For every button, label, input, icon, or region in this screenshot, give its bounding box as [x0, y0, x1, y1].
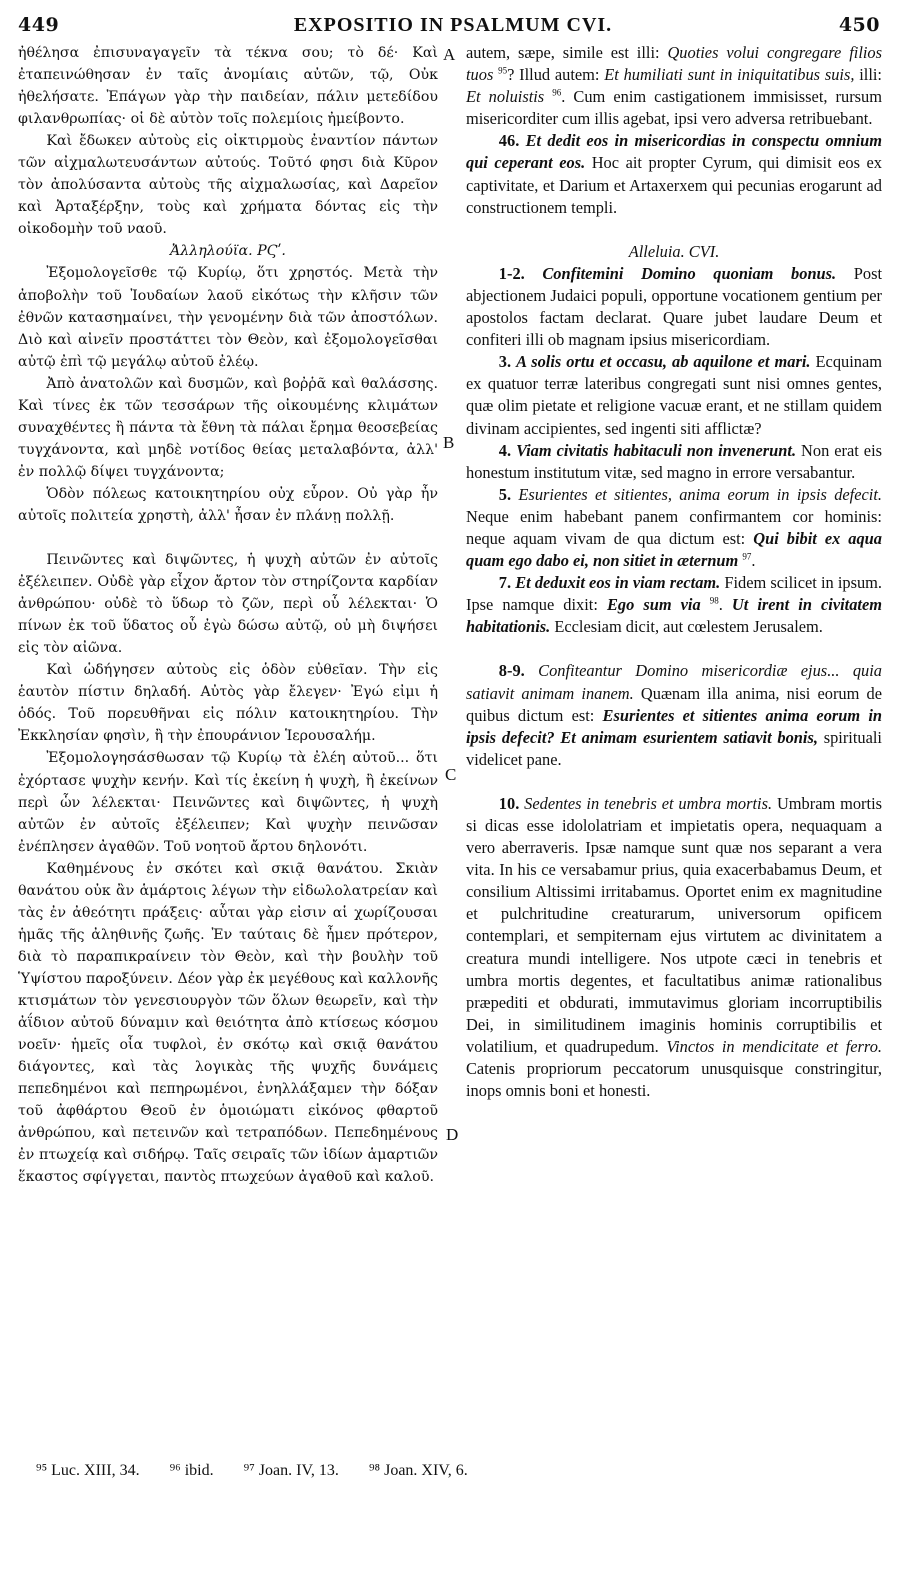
- latin-paragraph-46: 46. Et dedit eos in misericordias in conspectu omnium qui ceperant eos. Hoc ait propter Cyrum, qui dimisit eos ex captivitate, et Darium et Artaxerxem qui pecunias erogarunt ad constructionem templi.: [466, 131, 882, 217]
- latin-paragraph-7: 7. Et deduxit eos in viam rectam. Fidem scilicet in ipsum. Ipse namque dixit: Ego sum via $^{98}$. Ut irent in civitatem habitationis. Ecclesiam dicit, aut cœlestem Jerusalem.: [466, 573, 882, 637]
- footnote-97: ⁹⁷ Joan. IV, 13.: [243, 1462, 339, 1479]
- greek-paragraph-7: Καὶ ὡδήγησεν αὐτοὺς εἰς ὁδὸν εὐθεῖαν. Τὴν εἰς ἑαυτὸν πίστιν δηλαδή. Αὐτὸς γὰρ ἔλεγεν· Ἐγώ εἰμι ἡ ὁδός. Τοῦ πορευθῆναι εἰς πόλιν κατοικητηρίου. Τὴν Ἐκκλησίαν φησὶν, ἢ τὴν ἐπουράνιον Ἱερουσαλήμ.: [18, 662, 438, 745]
- page-number-right: 450: [838, 14, 880, 36]
- margin-marker-d: D: [446, 1125, 459, 1144]
- footnote-95: ⁹⁵ Luc. XIII, 34.: [36, 1462, 140, 1479]
- greek-paragraph-2: Καὶ ἔδωκεν αὐτοὺς εἰς οἰκτιρμοὺς ἐναντίον πάντων τῶν αἰχμαλωτευσάντων αὐτούς. Τοῦτό φησι διὰ Κῦρον τὸν ἀπολύσαντα αὐτοὺς τῆς αἰχμαλωσίας, καὶ Δαρεῖον καὶ Ἀρταξέρξην, τοὺς καὶ χρήματα δόντας εἰς τὴν οἰκοδομὴν τοῦ ναοῦ.: [18, 133, 438, 238]
- page-number-left: 449: [18, 14, 60, 36]
- footnote-ref-95: 95: [498, 65, 508, 76]
- latin-paragraph-4: 4. Viam civitatis habitaculi non invenerunt. Non erat eis honestum institutum vitæ, sed magno in errore versabantur.: [466, 440, 882, 482]
- footnote-96: ⁹⁶ ibid.: [169, 1462, 214, 1479]
- latin-paragraph-1-2: 1-2. Confitemini Domino quoniam bonus. Post abjectionem Judaici populi, opportune vocationem gentium per apostolos factam declarat. Quare jubet laudare Deum et confiteri illi ob magnam ipsius misericordiam.: [466, 263, 883, 350]
- greek-paragraph-5: Ὁδὸν πόλεως κατοικητηρίου οὐχ εὗρον. Οὐ γὰρ ἦν αὐτοῖς πολιτεία χρηστὴ, ἀλλ' ἦσαν ἐν πλάνῃ πολλῇ.: [18, 485, 438, 524]
- latin-paragraph-5: 5. Esurientes et sitientes, anima eorum in ipsis defecit. Neque enim habebant panem confirmantem cor hominis: neque aquam vivam de qua dictum est: Qui bibit ex aqua quam ego dabo ei, non sitiet in æternum $^{97}$.: [466, 484, 882, 571]
- running-title: EXPOSITIO IN PSALMUM CVI.: [293, 14, 613, 36]
- latin-paragraph-8-9: 8-9. Confiteantur Domino misericordiæ ejus... quia satiavit animam inanem. Quænam illa anima, nisi eorum de quibus dictum est: Esurientes et sitientes anima eorum in ipsis defecit? Et animam esurientem satiavit bonis, spirituali videlicet pane.: [466, 661, 883, 769]
- latin-column: [466, 42, 882, 1102]
- footnote-ref-96: 96: [552, 87, 562, 98]
- greek-column: [18, 42, 438, 1188]
- greek-paragraph-1: ἠθέλησα ἐπισυναγαγεῖν τὰ τέκνα σου; τὸ δέ· Καὶ ἐταπεινώθησαν ἐν ταῖς ἀνομίαις αὐτῶν, τῷ, Οὐκ ἠθελήσατε. Ἐπάγων γὰρ τὴν παιδείαν, πάλιν μετεδίδου φιλανθρωπίας· οἱ δὲ αὐτὸν τοῖς πολεμίοις ἠμείβοντο.: [18, 45, 438, 128]
- latin-psalm-title: Alleluia. CVI.: [628, 241, 720, 261]
- footnote-ref-97: 97: [742, 551, 752, 562]
- greek-paragraph-3: Ἐξομολογεῖσθε τῷ Κυρίῳ, ὅτι χρηστός. Μετὰ τὴν ἀποβολὴν τοῦ Ἰουδαίων λαοῦ εἰκότως τὴν κλῆσιν τῶν ἐθνῶν κατασημαίνει, τὴν γενομένην διὰ τῶν ἀποστόλων. Διὸ καὶ αἰνεῖν προστάττει τὸν Θεὸν, καὶ ἐξομολογεῖσθαι αὐτῷ ἐπὶ τῷ μεγάλῳ αὐτοῦ ἐλέῳ.: [18, 265, 438, 370]
- latin-paragraph-1: autem, sæpe, simile est illi: Quoties volui congregare filios tuos $^{95}$? Illud autem: Et humiliati sunt in iniquitatibus suis, illi: Et noluistis $^{96}$. Cum enim castigationem immisisset, rursum misericorditer cum illis agebat, ipsi vero adversa retribuebant.: [466, 43, 882, 129]
- greek-paragraph-8: Ἐξομολογησάσθωσαν τῷ Κυρίῳ τὰ ἐλέη αὐτοῦ... ὅτι ἐχόρτασε ψυχὴν κενήν. Καὶ τίς ἐκείνη ἡ ψυχὴ, ἢ ἐκείνων περὶ ὧν λέλεκται· Πεινῶντες καὶ διψῶντες, ἡ ψυχὴ αὐτῶν ἐν αὐτοῖς ἐξέλειπεν; Καὶ ψυχὴν πεινῶσαν ἐνέπλησεν ἀγαθῶν. Τοῦ νοητοῦ ἄρτου δηλονότι.: [18, 750, 438, 855]
- latin-paragraph-10: 10. Sedentes in tenebris et umbra mortis. Umbram mortis si dicas esse idololatriam et impietatis opera, nequaquam a vero aberraveris. Ipsæ namque sunt quæ nos separant a vera vita. In his ce versabamur prius, quia exacerbabamus Deum, et consilium Altissimi irritabamus. Oportet enim ex magnitudine et pulchritudine creaturarum, universorum opificem contemplari, et sempiternam ejus virtutem ac divinitatem a creatura mundi intelligere. Nos utpote cæci in tenebris et umbra mortis degentes, et facultatibus animæ rationalibus præpediti et obdurati, immutavimus gloriam incorruptibilis Dei, in similitudinem imaginis hominis corruptibilis et volatilium, et quadrupedum. Vinctos in mendicitate et ferro. Catenis propriorum peccatorum unusquisque constringitur, inops omnis boni et honesti.: [466, 793, 883, 1101]
- greek-psalm-title: Ἀλληλούϊα. ΡϚʹ.: [170, 243, 286, 260]
- margin-marker-c: C: [445, 765, 457, 784]
- footnote-ref-98: 98: [709, 595, 719, 606]
- greek-paragraph-4: Ἀπὸ ἀνατολῶν καὶ δυσμῶν, καὶ βοῤῥᾶ καὶ θαλάσσης. Καὶ τίνες ἐκ τῶν τεσσάρων τῆς οἰκουμένης κλιμάτων συναχθέντες ἢ πάντα τὰ ἔθνη τὰ πάλαι ἔρημα θεοσεβείας τυγχάνοντα, καὶ μηδὲ νοτίδος θείας μεταλαβόντα, ἀλλ' ἐν πολλῷ δίψει τυγχάνοντα;: [18, 375, 438, 480]
- margin-marker-a: A: [443, 45, 456, 64]
- footnotes: [36, 1462, 896, 1480]
- greek-paragraph-9: Καθημένους ἐν σκότει καὶ σκιᾷ θανάτου. Σκιὰν θανάτου οὐκ ἂν ἁμάρτοις λέγων τὴν εἰδωλολατρείαν καὶ τὰς ἐν ἀθεότητι πράξεις· αὗται γὰρ εἰσιν αἱ χωρίζουσαι ἡμᾶς τῆς ἀληθινῆς ζωῆς. Ἐν ταύταις δὲ ἦμεν πρότερον, διὰ τὸ παραπικραίνειν τὸν Θεὸν, καὶ τὴν βουλὴν τοῦ Ὑψίστου παροξύνειν. Δέον γὰρ ἐκ μεγέθους καὶ καλλονῆς κτισμάτων τὸν γενεσιουργὸν τῶν ὅλων θεωρεῖν, καὶ τὴν ἀΐδιον αὐτοῦ δύναμιν καὶ θειότητα ἀπὸ κτίσεως κόσμου νοεῖν· ἡμεῖς οἷα τυφλοὶ, ἐν σκότῳ καὶ σκιᾷ θανάτου διάγοντες, καὶ τὰς λογικὰς τῆς ψυχῆς δυνάμεις πεπεδημένοι καὶ πεπηρωμένοι, ἐνηλλάξαμεν τὴν δόξαν τοῦ ἀφθάρτου Θεοῦ ἐν ὁμοιώματι εἰκόνος φθαρτοῦ ἀνθρώπου, καὶ πετεινῶν καὶ τετραπόδων. Πεπεδημένους ἐν πτωχείᾳ καὶ σιδήρῳ. Ταῖς σειραῖς τῶν ἰδίων ἁμαρτιῶν ἕκαστος σφίγγεται, παντὸς πτωχεύων ἀγαθοῦ καὶ καλοῦ.: [18, 860, 438, 1186]
- latin-paragraph-3: 3. A solis ortu et occasu, ab aquilone et mari. Ecquinam ex quatuor terræ lateribus congregati sunt nisi omnes gentes, quæ olim pietate et religione vacuæ erant, et ne stillam quidem divinam accipientes, sed ingenti siti afflictæ?: [466, 352, 882, 438]
- greek-paragraph-6: Πεινῶντες καὶ διψῶντες, ἡ ψυχὴ αὐτῶν ἐν αὐτοῖς ἐξέλειπεν. Οὐδὲ γὰρ εἶχον ἄρτον τὸν στηρίζοντα καρδίαν ἀνθρώπου· οὐδὲ τὸ ὕδωρ τὸ ζῶν, περὶ οὗ λέλεκται· Ὁ πίνων ἐκ τοῦ ὕδατος οὗ ἐγὼ δώσω αὐτῷ, οὐ μὴ διψήσει εἰς τὸν αἰῶνα.: [18, 552, 438, 657]
- footnote-98: ⁹⁸ Joan. XIV, 6.: [368, 1462, 468, 1479]
- margin-marker-b: B: [443, 433, 455, 452]
